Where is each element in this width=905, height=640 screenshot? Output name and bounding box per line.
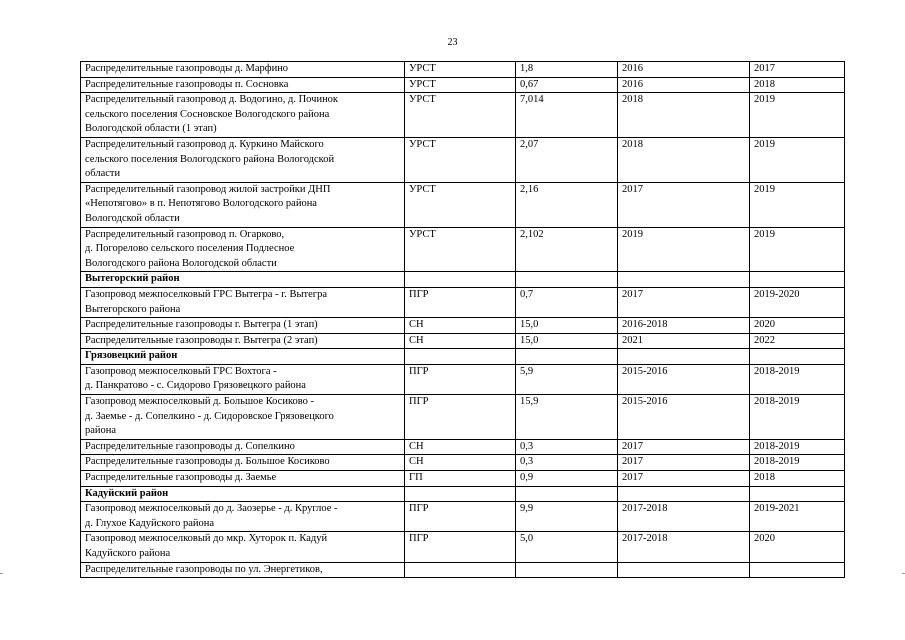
design-years-cell: 2021 [618, 333, 750, 349]
design-years-cell: 2017 [618, 287, 750, 317]
pressure-type-cell: УРСТ [405, 77, 516, 93]
construction-years-cell: 2018 [750, 471, 845, 487]
left-edge-mark [0, 573, 3, 574]
length-km-cell [516, 349, 618, 365]
construction-years-cell: 2019-2020 [750, 287, 845, 317]
pressure-type-cell: СН [405, 439, 516, 455]
pressure-type-cell [405, 349, 516, 365]
gas-pipeline-table [80, 61, 845, 578]
construction-years-cell [750, 486, 845, 502]
district-section-row [81, 349, 845, 365]
length-km-cell: 15,0 [516, 318, 618, 334]
construction-years-cell: 2019 [750, 137, 845, 182]
pressure-type-cell: ПГР [405, 395, 516, 440]
table-row [81, 287, 845, 317]
pressure-type-cell: УРСТ [405, 182, 516, 227]
design-years-cell: 2015-2016 [618, 364, 750, 394]
pipeline-name-cell: Газопровод межпоселковый ГРС Вытегра - г. Вытегра Вытегорского района [81, 287, 405, 317]
district-heading: Кадуйский район [81, 486, 405, 502]
district-heading: Вытегорский район [81, 272, 405, 288]
district-heading: Грязовецкий район [81, 349, 405, 365]
design-years-cell [618, 272, 750, 288]
pressure-type-cell: ПГР [405, 364, 516, 394]
construction-years-cell: 2018-2019 [750, 395, 845, 440]
table-row [81, 77, 845, 93]
construction-years-cell: 2018-2019 [750, 364, 845, 394]
table-row [81, 137, 845, 182]
construction-years-cell [750, 562, 845, 578]
length-km-cell: 7,014 [516, 93, 618, 138]
pipeline-name-cell: Распределительные газопроводы по ул. Энергетиков, [81, 562, 405, 578]
length-km-cell: 5,0 [516, 532, 618, 562]
length-km-cell: 0,3 [516, 455, 618, 471]
design-years-cell: 2015-2016 [618, 395, 750, 440]
pipeline-name-cell: Распределительные газопроводы г. Вытегра (2 этап) [81, 333, 405, 349]
pressure-type-cell: ПГР [405, 532, 516, 562]
pipeline-name-cell: Газопровод межпоселковый до мкр. Хуторок п. Кадуй Кадуйского района [81, 532, 405, 562]
page-number: 23 [447, 37, 458, 48]
design-years-cell [618, 486, 750, 502]
pipeline-name-cell: Распределительный газопровод жилой застройки ДНП «Непотягово» в п. Непотягово Вологодского района Вологодской области [81, 182, 405, 227]
construction-years-cell: 2018-2019 [750, 455, 845, 471]
pressure-type-cell: СН [405, 318, 516, 334]
pressure-type-cell: ПГР [405, 502, 516, 532]
pressure-type-cell: УРСТ [405, 93, 516, 138]
length-km-cell: 0,3 [516, 439, 618, 455]
design-years-cell: 2016-2018 [618, 318, 750, 334]
design-years-cell: 2016 [618, 62, 750, 78]
table-row [81, 439, 845, 455]
pressure-type-cell [405, 562, 516, 578]
length-km-cell: 0,67 [516, 77, 618, 93]
design-years-cell: 2017 [618, 182, 750, 227]
construction-years-cell: 2019 [750, 227, 845, 272]
pipeline-name-cell: Газопровод межпоселковый д. Большое Косиково - д. Заемье - д. Сопелкино - д. Сидоровское Грязовецкого района [81, 395, 405, 440]
pressure-type-cell [405, 486, 516, 502]
design-years-cell [618, 562, 750, 578]
table-row [81, 93, 845, 138]
length-km-cell [516, 272, 618, 288]
design-years-cell: 2017-2018 [618, 532, 750, 562]
pipeline-name-cell: Распределительный газопровод д. Водогино, д. Починок сельского поселения Сосновское Вологодского района Вологодской области (1 этап) [81, 93, 405, 138]
length-km-cell: 2,07 [516, 137, 618, 182]
pressure-type-cell: СН [405, 333, 516, 349]
table-row [81, 318, 845, 334]
table-row [81, 562, 845, 578]
construction-years-cell: 2022 [750, 333, 845, 349]
table-row [81, 62, 845, 78]
pipeline-name-cell: Распределительные газопроводы д. Марфино [81, 62, 405, 78]
pipeline-name-cell: Распределительные газопроводы д. Сопелкино [81, 439, 405, 455]
length-km-cell [516, 486, 618, 502]
length-km-cell: 2,102 [516, 227, 618, 272]
pipeline-name-cell: Распределительные газопроводы д. Заемье [81, 471, 405, 487]
length-km-cell: 5,9 [516, 364, 618, 394]
construction-years-cell [750, 349, 845, 365]
construction-years-cell: 2018-2019 [750, 439, 845, 455]
construction-years-cell: 2020 [750, 532, 845, 562]
design-years-cell: 2016 [618, 77, 750, 93]
construction-years-cell: 2019 [750, 182, 845, 227]
pipeline-name-cell: Распределительные газопроводы г. Вытегра (1 этап) [81, 318, 405, 334]
design-years-cell: 2017-2018 [618, 502, 750, 532]
pipeline-name-cell: Распределительные газопроводы д. Большое Косиково [81, 455, 405, 471]
design-years-cell: 2018 [618, 93, 750, 138]
table-row [81, 532, 845, 562]
length-km-cell [516, 562, 618, 578]
pipeline-name-cell: Распределительный газопровод д. Куркино Майского сельского поселения Вологодского района Вологодской области [81, 137, 405, 182]
design-years-cell [618, 349, 750, 365]
length-km-cell: 9,9 [516, 502, 618, 532]
table-row [81, 227, 845, 272]
table-row [81, 182, 845, 227]
design-years-cell: 2019 [618, 227, 750, 272]
table-body [81, 62, 845, 578]
pressure-type-cell: СН [405, 455, 516, 471]
pressure-type-cell: УРСТ [405, 62, 516, 78]
district-section-row [81, 486, 845, 502]
length-km-cell: 2,16 [516, 182, 618, 227]
construction-years-cell: 2020 [750, 318, 845, 334]
pipeline-name-cell: Газопровод межпоселковый ГРС Вохтога - д. Панкратово - с. Сидорово Грязовецкого района [81, 364, 405, 394]
pressure-type-cell: ГП [405, 471, 516, 487]
pressure-type-cell: УРСТ [405, 227, 516, 272]
pressure-type-cell: УРСТ [405, 137, 516, 182]
pressure-type-cell [405, 272, 516, 288]
table-row [81, 455, 845, 471]
construction-years-cell: 2017 [750, 62, 845, 78]
pressure-type-cell: ПГР [405, 287, 516, 317]
pipeline-name-cell: Газопровод межпоселковый до д. Заозерье - д. Круглое - д. Глухое Кадуйского района [81, 502, 405, 532]
design-years-cell: 2018 [618, 137, 750, 182]
construction-years-cell: 2019 [750, 93, 845, 138]
district-section-row [81, 272, 845, 288]
table-row [81, 502, 845, 532]
pipeline-name-cell: Распределительные газопроводы п. Сосновка [81, 77, 405, 93]
table-row [81, 471, 845, 487]
length-km-cell: 1,8 [516, 62, 618, 78]
construction-years-cell: 2019-2021 [750, 502, 845, 532]
table-row [81, 364, 845, 394]
design-years-cell: 2017 [618, 455, 750, 471]
length-km-cell: 0,7 [516, 287, 618, 317]
construction-years-cell: 2018 [750, 77, 845, 93]
design-years-cell: 2017 [618, 439, 750, 455]
table-row [81, 333, 845, 349]
design-years-cell: 2017 [618, 471, 750, 487]
length-km-cell: 15,0 [516, 333, 618, 349]
length-km-cell: 0,9 [516, 471, 618, 487]
pipeline-name-cell: Распределительный газопровод п. Огарково, д. Погорелово сельского поселения Подлесное Вологодского района Вологодской области [81, 227, 405, 272]
construction-years-cell [750, 272, 845, 288]
table-row [81, 395, 845, 440]
length-km-cell: 15,9 [516, 395, 618, 440]
